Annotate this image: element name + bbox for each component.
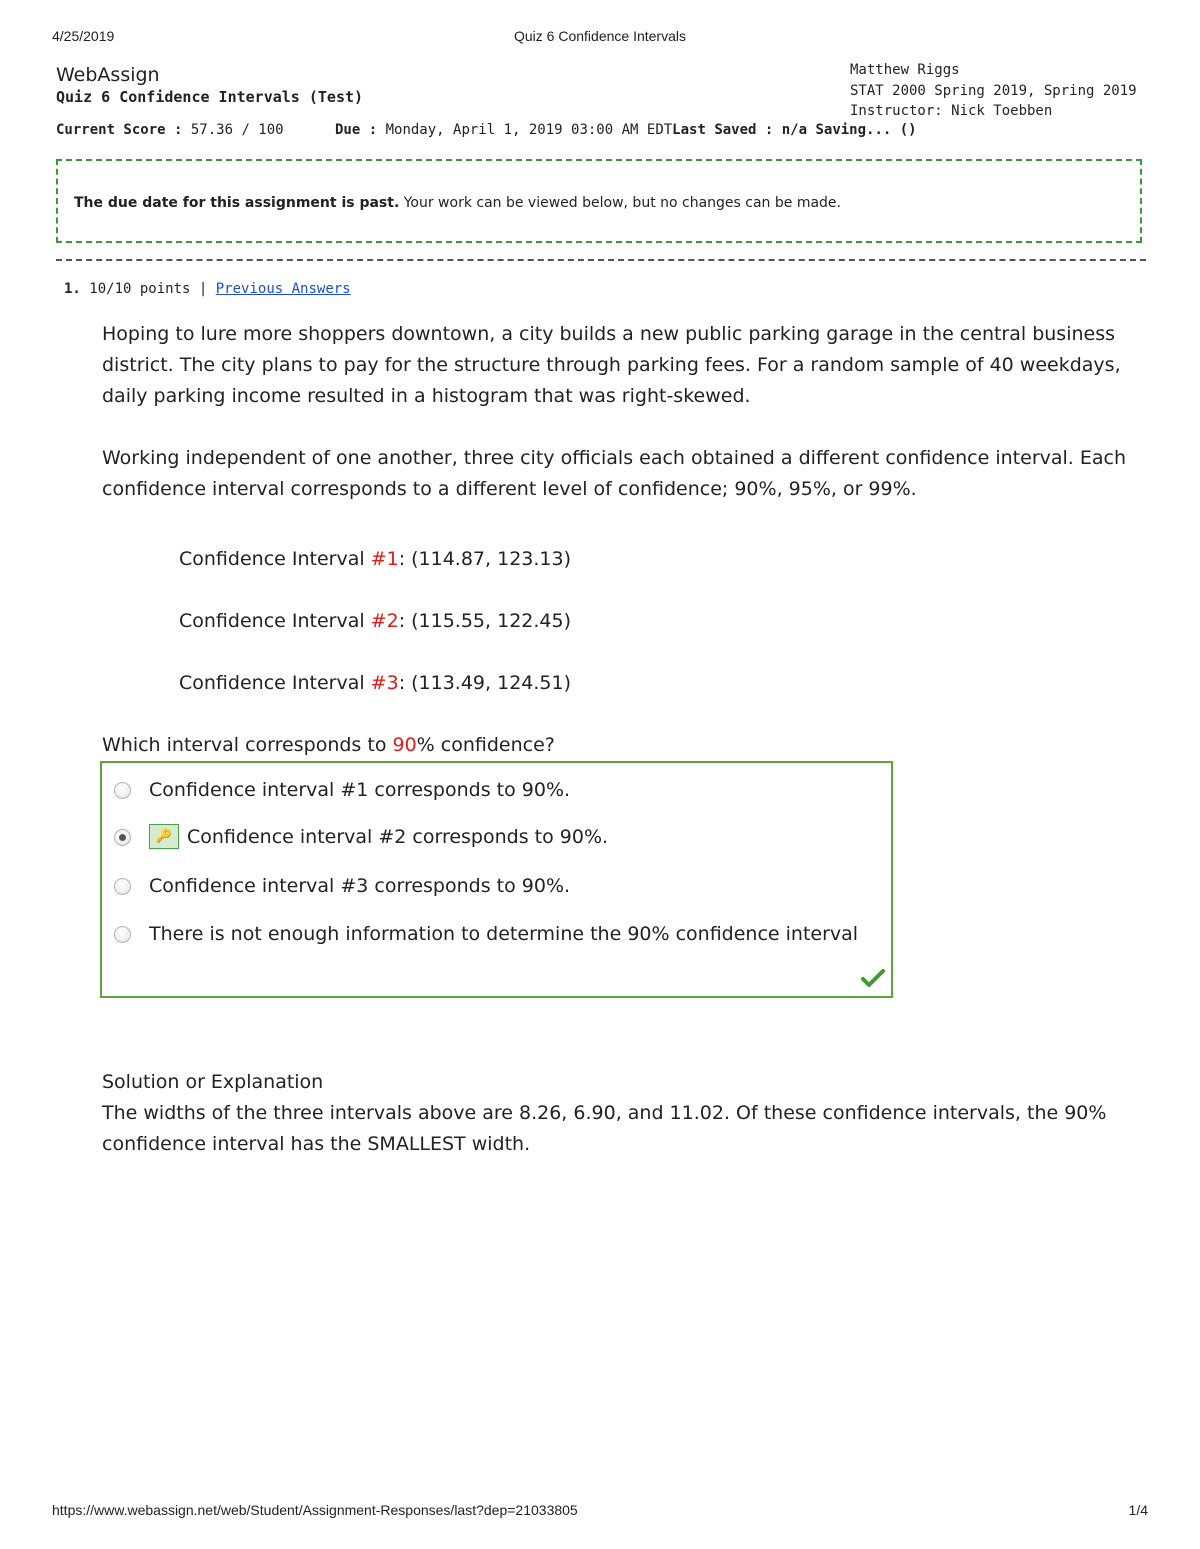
- radio-button[interactable]: [114, 782, 131, 799]
- page-url: https://www.webassign.net/web/Student/Assignment-Responses/last?dep=21033805: [52, 1502, 578, 1518]
- webassign-logo: WebAssign: [56, 64, 160, 86]
- print-title: Quiz 6 Confidence Intervals: [514, 28, 686, 44]
- answer-options-box: [100, 761, 893, 998]
- option-label: Confidence interval #1 corresponds to 90%.: [149, 779, 571, 801]
- interval-value: : (113.49, 124.51): [398, 672, 571, 694]
- prompt-text-end: % confidence?: [416, 734, 555, 756]
- confidence-interval-2: [179, 610, 571, 632]
- interval-tag: #1: [370, 548, 399, 570]
- past-due-notice: [56, 159, 1142, 243]
- interval-tag: #3: [370, 672, 399, 694]
- interval-label: Confidence Interval: [179, 672, 371, 694]
- interval-label: Confidence Interval: [179, 610, 371, 632]
- solution-text: The widths of the three intervals above are 8.26, 6.90, and 11.02. Of these confidence intervals, the 90% confidence interval has the SMALLEST width.: [102, 1102, 1107, 1155]
- radio-button-selected[interactable]: [114, 829, 131, 846]
- option-label: Confidence interval #2 corresponds to 90%.: [187, 826, 609, 848]
- confidence-interval-3: [179, 672, 571, 694]
- page-number: 1/4: [1128, 1502, 1148, 1518]
- user-info: [850, 60, 1137, 122]
- question-paragraph-1: Hoping to lure more shoppers downtown, a city builds a new public parking garage in the central business district. The city plans to pay for the structure through parking fees. For a random sample of 40 weekdays, daily parking income resulted in a histogram that was right-skewed.: [102, 323, 1121, 407]
- prompt-highlight: 90: [392, 734, 417, 756]
- option-label: Confidence interval #3 corresponds to 90%.: [149, 875, 571, 897]
- interval-tag: #2: [370, 610, 399, 632]
- print-date: 4/25/2019: [52, 28, 115, 44]
- due-value: Monday, April 1, 2019 03:00 AM EDT: [385, 122, 673, 138]
- assignment-title: Quiz 6 Confidence Intervals (Test): [56, 88, 364, 106]
- print-footer: [52, 1502, 1148, 1522]
- option-label: There is not enough information to determine the 90% confidence interval: [149, 923, 859, 945]
- prompt-text: Which interval corresponds to: [102, 734, 393, 756]
- confidence-interval-1: [179, 548, 571, 570]
- radio-button[interactable]: [114, 878, 131, 895]
- score-value: 57.36 / 100: [190, 122, 284, 138]
- user-name: Matthew Riggs: [850, 62, 960, 78]
- due-label: Due :: [335, 122, 378, 138]
- course-name: STAT 2000 Spring 2019, Spring 2019: [850, 82, 1137, 99]
- last-saved-status: Last Saved : n/a Saving... (): [672, 122, 917, 138]
- checkmark-icon: [861, 968, 885, 988]
- notice-text: [74, 195, 841, 211]
- status-bar: [56, 122, 917, 138]
- question-points: 10/10 points |: [89, 281, 208, 297]
- question-paragraph-2: Working independent of one another, three city officials each obtained a different confidence interval. Each confidence interval corresponds to a different level of confidence; 90%, 95%, or 99%.: [102, 447, 1127, 500]
- score-label: Current Score :: [56, 122, 183, 138]
- due-group: [335, 122, 917, 138]
- interval-value: : (114.87, 123.13): [398, 548, 571, 570]
- interval-value: : (115.55, 122.45): [398, 610, 571, 632]
- interval-label: Confidence Interval: [179, 548, 371, 570]
- section-divider: [56, 259, 1146, 261]
- question-header: [64, 281, 351, 297]
- question-number: 1.: [64, 281, 81, 297]
- question-prompt: [102, 734, 555, 756]
- instructor-name: Instructor: Nick Toebben: [850, 103, 1053, 119]
- print-header: [52, 28, 1148, 48]
- previous-answers-link[interactable]: Previous Answers: [215, 281, 351, 297]
- solution-heading: Solution or Explanation: [102, 1071, 324, 1093]
- notice-message: Your work can be viewed below, but no changes can be made.: [403, 195, 841, 211]
- radio-button[interactable]: [114, 926, 131, 943]
- notice-bold: The due date for this assignment is past.: [74, 195, 400, 211]
- solution-section: [102, 1067, 1162, 1160]
- key-icon: 🔑: [149, 824, 179, 849]
